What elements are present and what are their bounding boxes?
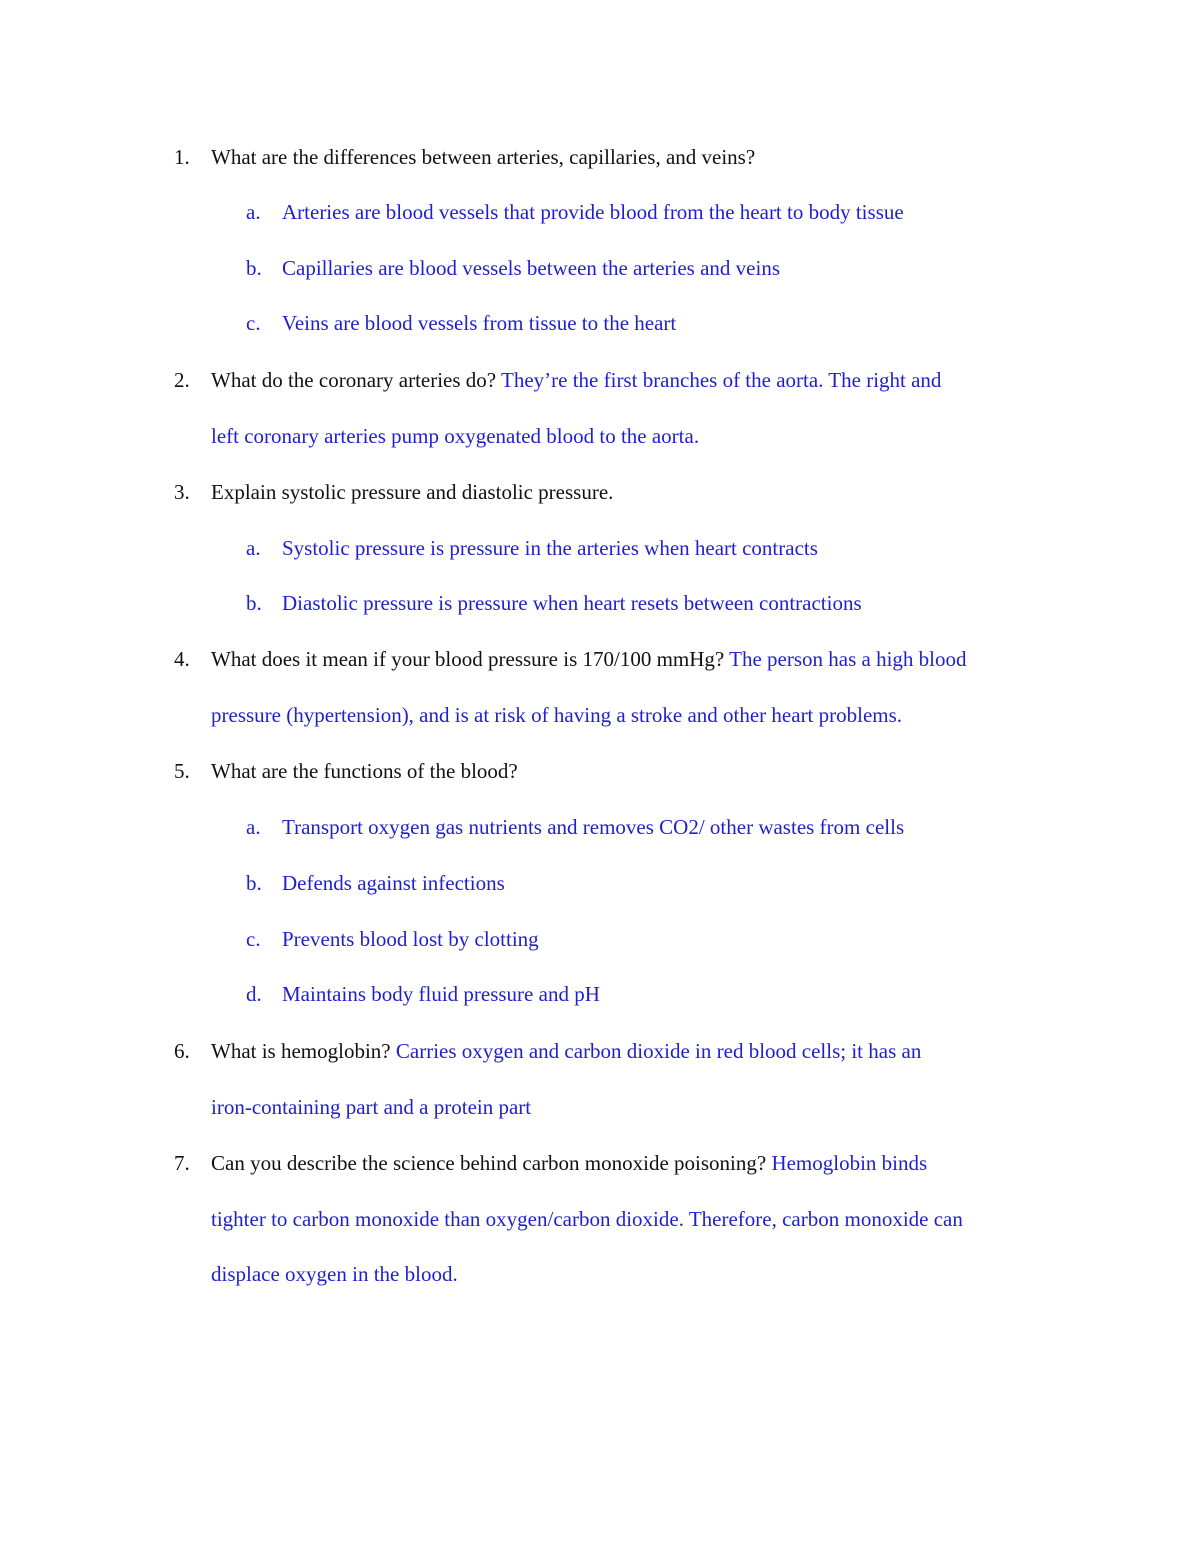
question-text: What are the functions of the blood? (211, 759, 518, 783)
answer-text: Diastolic pressure is pressure when heart resets between contractions (282, 591, 862, 615)
subitem-letter: a. (246, 815, 261, 839)
answer-text: Hemoglobin binds (771, 1151, 928, 1175)
subitem-letter: d. (246, 982, 262, 1006)
question-text: What does it mean if your blood pressure is 170/100 mmHg? (211, 647, 725, 671)
item-number: 5. (174, 759, 190, 783)
question-line (211, 368, 941, 392)
question-line (211, 1151, 927, 1175)
answer-text: Arteries are blood vessels that provide blood from the heart to body tissue (282, 200, 904, 224)
answer-text: Defends against infections (282, 871, 505, 895)
answer-text: They’re the first branches of the aorta. The right and (501, 368, 942, 392)
subitem-letter: c. (246, 927, 261, 951)
answer-text: iron-containing part and a protein part (211, 1095, 532, 1119)
question-line (211, 647, 967, 671)
answer-text: left coronary arteries pump oxygenated blood to the aorta. (211, 424, 700, 448)
answer-text: Maintains body fluid pressure and pH (282, 982, 600, 1006)
subitem-letter: c. (246, 311, 261, 335)
subitem-letter: a. (246, 200, 261, 224)
item-number: 6. (174, 1039, 190, 1063)
answer-text: Systolic pressure is pressure in the arteries when heart contracts (282, 536, 818, 560)
answer-text: Veins are blood vessels from tissue to the heart (282, 311, 677, 335)
subitem-letter: b. (246, 256, 262, 280)
answer-text: tighter to carbon monoxide than oxygen/carbon dioxide. Therefore, carbon monoxide can (211, 1207, 963, 1231)
question-text: Explain systolic pressure and diastolic pressure. (211, 480, 614, 504)
answer-text: Capillaries are blood vessels between the arteries and veins (282, 256, 780, 280)
answer-text: pressure (hypertension), and is at risk of having a stroke and other heart problems. (211, 703, 903, 727)
question-line (211, 1039, 921, 1063)
subitem-letter: b. (246, 871, 262, 895)
answer-text: Prevents blood lost by clotting (282, 927, 539, 951)
answer-text: The person has a high blood (729, 647, 967, 671)
item-number: 1. (174, 145, 190, 169)
subitem-letter: b. (246, 591, 262, 615)
question-text: Can you describe the science behind carbon monoxide poisoning? (211, 1151, 767, 1175)
subitem-letter: a. (246, 536, 261, 560)
item-number: 7. (174, 1151, 190, 1175)
answer-text: Transport oxygen gas nutrients and removes CO2/ other wastes from cells (282, 815, 905, 839)
question-text: What are the differences between arteries, capillaries, and veins? (211, 145, 756, 169)
question-text: What do the coronary arteries do? (211, 368, 497, 392)
answer-text: displace oxygen in the blood. (211, 1262, 458, 1286)
item-number: 4. (174, 647, 190, 671)
answer-text: Carries oxygen and carbon dioxide in red blood cells; it has an (395, 1039, 922, 1063)
question-text: What is hemoglobin? (211, 1039, 391, 1063)
item-number: 2. (174, 368, 190, 392)
item-number: 3. (174, 480, 190, 504)
